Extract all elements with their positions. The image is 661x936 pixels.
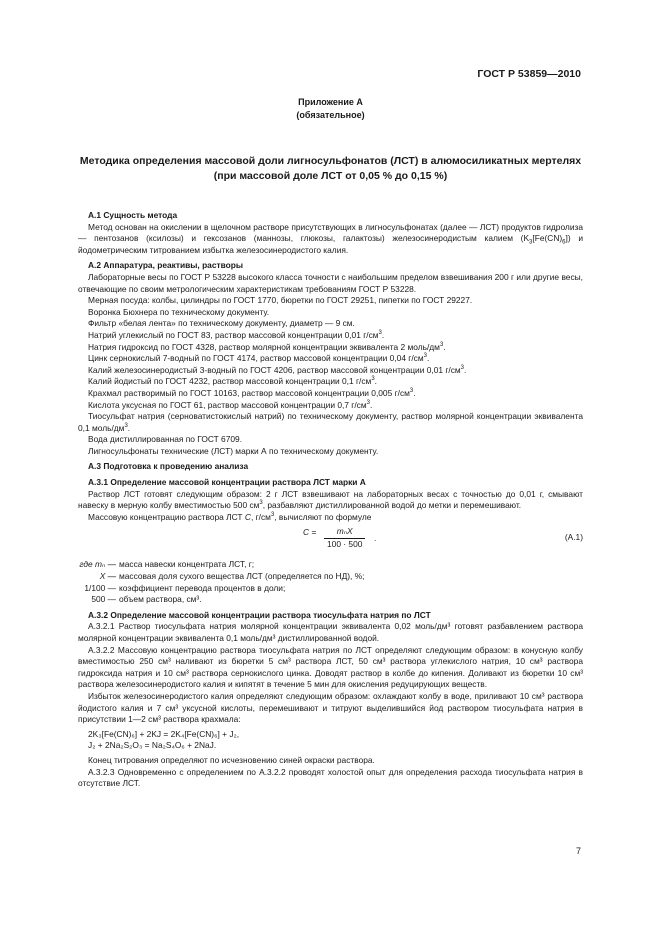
text: . [464,364,467,375]
legend-value: массовая доля сухого вещества ЛСТ (определяется по НД), %; [119,571,365,582]
title-line-2: (при массовой доле ЛСТ от 0,05 % до 0,15 %) [213,170,448,182]
superscript: 3 [124,422,128,429]
superscript: 3 [409,388,414,395]
legend-value: масса навески концентрата ЛСТ, г; [119,559,255,570]
text: , вычисляют по формуле [274,511,372,522]
formula-legend [78,559,583,605]
paragraph: Конец титрования определяют по исчезновению синей окраски раствора. [88,754,375,765]
text: , разбавляют дистиллированной водой до метки и перемешивают. [262,500,522,511]
formula-period: . [374,533,377,544]
formula-lhs: C = [303,527,317,538]
list-item [78,330,583,342]
text: ]) и йодометрическим титрованием избытка железосинеродистого калия. [78,233,583,255]
list-item [78,411,583,434]
paragraph-a321: А.3.2.1 Раствор тиосульфата натрия молярной концентрации эквивалента 0,02 моль/дм³ готовят разбавлением раствора молярной концентрации эквивалента 0,1 моль/дм³ дистиллированной водой. [78,621,583,643]
text: Калий железосинеродистый 3-водный по ГОСТ 4206, раствор массовой концентрации 0,01 г/см [88,364,461,375]
paragraph: Избыток железосинеродистого калия определяют следующим образом: охлаждают колбу в воде, приливают 10 см³ раствора йодистого калия и 7 см³ уксусной кислоты, перемешивают и титруют выделившийся йод раствором тиосульфата натрия в присутствии 1—2 см³ раствора крахмала: [78,690,583,725]
list-item [78,388,583,400]
legend-key: 1/100 — [84,582,116,593]
document-id: ГОСТ Р 53859—2010 [477,68,581,80]
subscript: 3 [529,239,533,246]
list-item: Лабораторные весы по ГОСТ Р 53228 высокого класса точности с наибольшим пределом взвешивания 200 г или другие весы, отвечающие по своим метрологическим характеристикам требованиям ГОСТ Р 53228. [78,271,583,294]
equation-2: J₂ + 2Na₂S₂O₃ = Na₂S₄O₆ + 2NaJ. [88,740,217,751]
text: Раствор ЛСТ готовят следующим образом: 2 г ЛСТ взвешивают на лабораторных весах с точностью до 0,01 г, смывают навеску в мерную колбу вместимостью 500 см [78,488,583,511]
page-number: 7 [575,846,581,856]
list-item [78,353,583,365]
list-item [78,376,583,388]
paragraph-principle [78,222,583,257]
superscript: 3 [460,364,465,371]
subsection-heading-a32: А.3.2 Определение массовой концентрации раствора тиосульфата натрия по ЛСТ [88,609,431,620]
formula-number: (А.1) [564,532,583,543]
legend-key: X — [99,571,116,582]
text: Натрия гидроксид по ГОСТ 4328, раствор молярной концентрации эквивалента 2 моль/дм [88,341,440,352]
text: . [369,399,373,410]
superscript: 3 [423,353,427,360]
formula-denominator: 100 · 500 [327,539,363,550]
legend-row [78,583,583,595]
text: . [426,353,430,364]
legend-key: где mₙ — [79,559,116,570]
paragraph-a322: А.3.2.2 Массовую концентрацию раствора тиосульфата натрия по ЛСТ определяют следующим образом: в конусную колбу вместимостью 250 см³ наливают из бюретки 5 см³ раствора ЛСТ, 50 см³ раствора углекислого натрия, 10 см³ раствора гидроксида натрия и 10 см³ раствора сернокислого цинка. Доводят раствор в колбе до кипения. Доливают из бюретки 10 см³ раствора железосинеродистого калия и кипятят в течение 5 мин для окисления редуцирующих веществ. [78,644,583,690]
list-item [78,400,583,412]
superscript: 3 [270,512,275,519]
text: , г/см [250,511,271,522]
formula-a1 [78,526,583,556]
superscript: 3 [439,341,444,348]
text: Тиосульфат натрия (серноватистокислый натрий) по техническому документу, раствор молярной концентрации эквивалента 0,1 моль/дм [78,411,583,433]
text: Кислота уксусная по ГОСТ 61, раствор массовой концентрации 0,7 г/см [88,399,367,410]
appendix-status: (обязательное) [296,110,365,120]
superscript: 3 [259,500,263,507]
list-item: Фильтр «белая лента» по техническому документу, диаметр — 9 см. [88,318,355,329]
text: Метод основан на окислении в щелочном растворе присутствующих в лигносульфонатах (далее — ЛСТ) продуктов гидролиза — пентозанов (ксилозы) и гексозанов (маннозы, глюкозы, галактозы) железосинеродистым калием (K [78,221,583,244]
paragraph [78,512,583,524]
list-item: Мерная посуда: колбы, цилиндры по ГОСТ 1770, бюретки по ГОСТ 29251, пипетки по ГОСТ 29227. [88,295,473,306]
text: . [381,329,385,340]
paragraph [78,489,583,512]
text: . [127,422,131,433]
superscript: 3 [378,330,382,337]
appendix-title [78,154,583,184]
text: . [413,387,416,398]
section-heading-a1: А.1 Сущность метода [88,210,178,220]
variable: C [244,511,251,522]
formula-numerator: mₙX [324,526,365,539]
legend-value: коэффициент перевода процентов в доли; [119,582,286,593]
list-item: Лигносульфонаты технические (ЛСТ) марки А по техническому документу. [88,445,379,456]
legend-key: 500 — [91,594,116,605]
document-body [78,206,583,790]
list-item [78,342,583,354]
legend-value: объем раствора, см³. [119,594,202,605]
paragraph-a323: А.3.2.3 Одновременно с определением по А.3.2.2 проводят холостой опыт для определения расхода тиосульфата натрия в отсутствие ЛСТ. [78,766,583,789]
text: Натрий углекислый по ГОСТ 83, раствор массовой концентрации 0,01 г/см [88,329,379,340]
superscript: 3 [366,399,370,406]
appendix-label: Приложение А [298,97,363,107]
title-line-1: Методика определения массовой доли лигносульфонатов (ЛСТ) в алюмосиликатных мертелях [79,155,582,167]
list-item: Вода дистиллированная по ГОСТ 6709. [88,434,243,445]
text: [Fe(CN) [532,233,563,244]
text: . [374,376,377,387]
list-item: Воронка Бюхнера по техническому документу. [88,306,270,317]
text: Массовую концентрацию раствора ЛСТ [88,511,245,522]
section-heading-a3: А.3 Подготовка к проведению анализа [88,461,249,472]
list-item [78,365,583,377]
text: . [443,341,446,352]
subscript: 6 [562,239,566,246]
text: Крахмал растворимый по ГОСТ 10163, раствор массовой концентрации 0,005 г/см [88,387,410,398]
equation-1: 2K₃[Fe(CN)₆] + 2KJ = 2K₄[Fe(CN)₆] + J₂, [88,728,240,739]
text: Цинк сернокислый 7-водный по ГОСТ 4174, раствор массовой концентрации 0,04 г/см [88,353,424,364]
formula-fraction [324,526,365,550]
superscript: 3 [371,376,375,383]
subsection-heading-a31: А.3.1 Определение массовой концентрации раствора ЛСТ марки А [88,477,366,488]
section-heading-a2: А.2 Аппаратура, реактивы, растворы [88,260,244,271]
appendix-heading [0,96,661,122]
legend-row [78,571,583,583]
legend-row [78,559,583,571]
legend-row [78,594,583,606]
text: Калий йодистый по ГОСТ 4232, раствор массовой концентрации 0,1 г/см [88,376,372,387]
